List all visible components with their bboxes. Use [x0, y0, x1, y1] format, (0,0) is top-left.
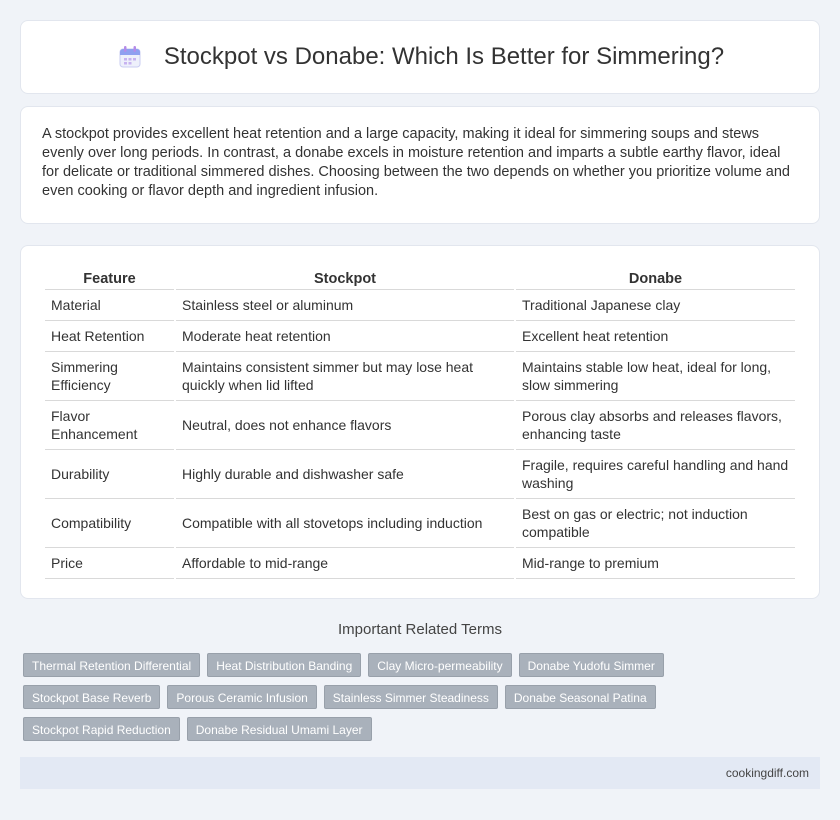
- comparison-table-card: [20, 245, 820, 599]
- title-card: [20, 20, 820, 94]
- calendar-icon: [116, 43, 144, 71]
- related-term-tag[interactable]: Stockpot Base Reverb: [23, 685, 160, 709]
- table-row: [45, 548, 795, 579]
- footer: [20, 757, 820, 789]
- related-term-tag[interactable]: Clay Micro-permeability: [368, 653, 511, 677]
- stockpot-cell: Neutral, does not enhance flavors: [176, 401, 514, 450]
- related-term-tag[interactable]: Stockpot Rapid Reduction: [23, 717, 180, 741]
- table-header-row: [45, 266, 795, 290]
- table-row: [45, 290, 795, 321]
- stockpot-cell: Affordable to mid-range: [176, 548, 514, 579]
- donabe-cell: Maintains stable low heat, ideal for long, slow simmering: [516, 352, 795, 401]
- donabe-cell: Traditional Japanese clay: [516, 290, 795, 321]
- donabe-cell: Best on gas or electric; not induction compatible: [516, 499, 795, 548]
- related-term-tag[interactable]: Donabe Seasonal Patina: [505, 685, 656, 709]
- related-terms-tags: [23, 653, 803, 741]
- stockpot-cell: Stainless steel or aluminum: [176, 290, 514, 321]
- title-wrap: [116, 43, 724, 71]
- related-term-tag[interactable]: Stainless Simmer Steadiness: [324, 685, 498, 709]
- footer-site-link[interactable]: cookingdiff.com: [725, 766, 809, 780]
- intro-card: [20, 106, 820, 224]
- table-row: [45, 450, 795, 499]
- table-row: [45, 321, 795, 352]
- feature-cell: Flavor Enhancement: [45, 401, 174, 450]
- related-term-tag[interactable]: Porous Ceramic Infusion: [167, 685, 316, 709]
- donabe-cell: Mid-range to premium: [516, 548, 795, 579]
- donabe-cell: Porous clay absorbs and releases flavors, enhancing taste: [516, 401, 795, 450]
- donabe-cell: Fragile, requires careful handling and hand washing: [516, 450, 795, 499]
- related-terms-title: Important Related Terms: [338, 621, 502, 638]
- related-term-tag[interactable]: Heat Distribution Banding: [207, 653, 361, 677]
- feature-cell: Price: [45, 548, 174, 579]
- table-row: [45, 352, 795, 401]
- header-stockpot: Stockpot: [176, 266, 514, 290]
- stockpot-cell: Moderate heat retention: [176, 321, 514, 352]
- related-term-tag[interactable]: Thermal Retention Differential: [23, 653, 200, 677]
- header-donabe: Donabe: [516, 266, 795, 290]
- donabe-cell: Excellent heat retention: [516, 321, 795, 352]
- feature-cell: Heat Retention: [45, 321, 174, 352]
- table-row: [45, 499, 795, 548]
- feature-cell: Simmering Efficiency: [45, 352, 174, 401]
- intro-text: A stockpot provides excellent heat retention and a large capacity, making it ideal for simmering soups and stews evenly over long periods. In contrast, a donabe excels in moisture retention and imparts a subtle earthy flavor, ideal for delicate or traditional simmered dishes. Choosing between the two depends on whether you prioritize volume and even cooking or flavor depth and ingredient infusion.: [42, 126, 790, 199]
- related-term-tag[interactable]: Donabe Residual Umami Layer: [187, 717, 372, 741]
- stockpot-cell: Maintains consistent simmer but may lose heat quickly when lid lifted: [176, 352, 514, 401]
- related-term-tag[interactable]: Donabe Yudofu Simmer: [519, 653, 664, 677]
- page-title: Stockpot vs Donabe: Which Is Better for Simmering?: [163, 43, 725, 70]
- feature-cell: Material: [45, 290, 174, 321]
- header-feature: Feature: [45, 266, 174, 290]
- comparison-table: [43, 266, 797, 579]
- table-row: [45, 401, 795, 450]
- stockpot-cell: Highly durable and dishwasher safe: [176, 450, 514, 499]
- feature-cell: Durability: [45, 450, 174, 499]
- stockpot-cell: Compatible with all stovetops including induction: [176, 499, 514, 548]
- feature-cell: Compatibility: [45, 499, 174, 548]
